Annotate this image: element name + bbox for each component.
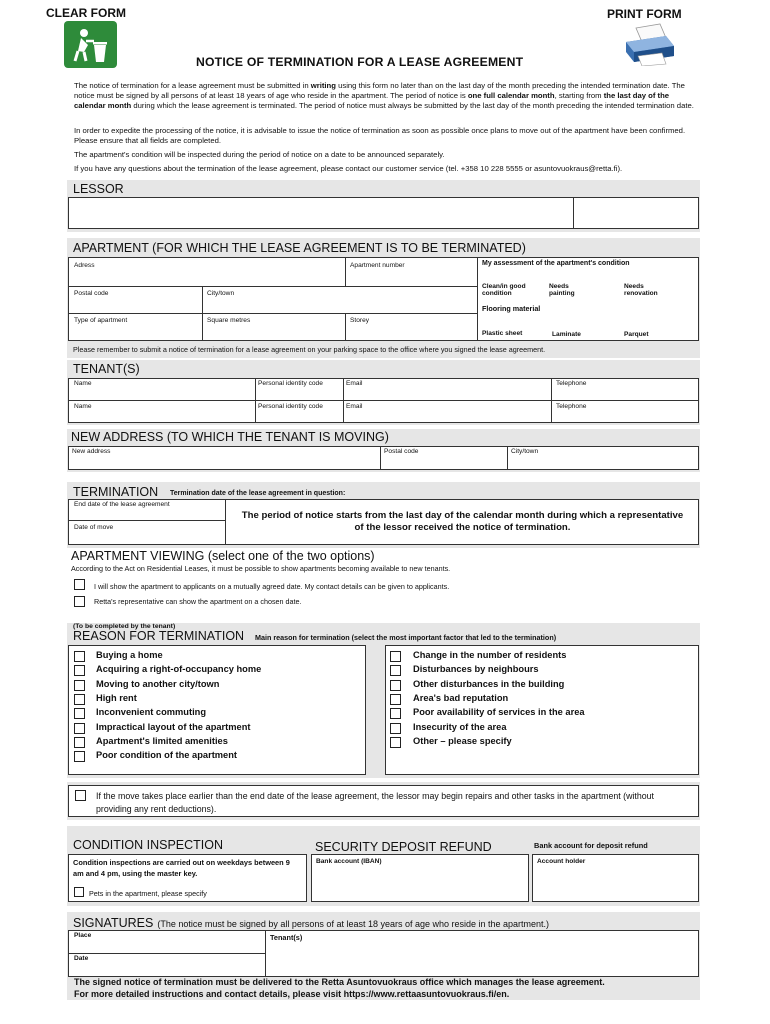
viewing-option-2-label: Retta's representative can show the apartment on a chosen date.: [94, 597, 302, 606]
reason-left-label-4: High rent: [96, 692, 137, 703]
intro-paragraph-2: In order to expedite the processing of the notice, it is advisable to issue the notice of termination as soon as possible once plans to move out of the apartment have been confirmed. Please ensure that all fields are completed.: [74, 126, 686, 145]
lessor-name-field[interactable]: [68, 197, 574, 229]
intro-paragraph-3: The apartment's condition will be inspected during the period of notice on a date to be announced separately.: [74, 150, 445, 159]
tenant1-email-label: Email: [346, 380, 363, 387]
viewing-option-2-checkbox[interactable]: [74, 596, 85, 607]
reason-heading: REASON FOR TERMINATION: [73, 629, 245, 643]
termination-heading: TERMINATION: [73, 485, 159, 499]
reason-right-checkbox-4[interactable]: [390, 694, 401, 705]
tenant2-pic-label: Personal identity code: [258, 403, 323, 410]
reason-left-checkbox-8[interactable]: [74, 751, 85, 762]
deposit-heading: SECURITY DEPOSIT REFUND: [315, 840, 492, 854]
inspection-heading: CONDITION INSPECTION: [73, 838, 224, 852]
reason-left-checkbox-2[interactable]: [74, 665, 85, 676]
reason-left-checkbox-4[interactable]: [74, 694, 85, 705]
bank-account-heading: Bank account for deposit refund: [534, 841, 648, 850]
reason-right-label-6: Insecurity of the area: [413, 721, 507, 732]
reason-right-checkbox-3[interactable]: [390, 680, 401, 691]
reason-right-checkbox-6[interactable]: [390, 723, 401, 734]
account-holder-label: Account holder: [537, 858, 586, 865]
early-move-text: If the move takes place earlier than the end date of the lease agreement, the lessor may begin repairs and other tasks in the apartment (without providing any rent deductions).: [96, 791, 654, 814]
reason-left-checkbox-6[interactable]: [74, 723, 85, 734]
tenant2-email-label: Email: [346, 403, 363, 410]
city-label: City/town: [207, 290, 235, 297]
reason-left-checkbox-1[interactable]: [74, 651, 85, 662]
tenant2-name-label: Name: [74, 403, 92, 410]
reason-left-label-5: Inconvenient commuting: [96, 707, 207, 718]
clear-form-button[interactable]: CLEAR FORM: [46, 6, 126, 20]
tenant1-phone-label: Telephone: [556, 380, 587, 387]
trash-icon[interactable]: [64, 21, 117, 68]
move-date-label: Date of move: [74, 524, 114, 531]
termination-subheading: Termination date of the lease agreement in question:: [170, 490, 346, 497]
notice-period-text: The period of notice starts from the last day of the calendar month during which a representative of the lessor received the notice of termination.: [241, 510, 684, 533]
tenant1-name-label: Name: [74, 380, 92, 387]
apartment-type-label: Type of apartment: [74, 317, 128, 324]
new-city-label: City/town: [511, 448, 539, 455]
viewing-note: According to the Act on Residential Leases, it must be possible to show apartments becoming available to new tenants.: [71, 564, 451, 573]
end-date-label: End date of the lease agreement: [74, 501, 170, 508]
needs-renovation-option[interactable]: Needs renovation: [624, 283, 658, 297]
postal-code-label: Postal code: [74, 290, 109, 297]
inspection-text: Condition inspections are carried out on weekdays between 9 am and 4 pm, using the master key.: [73, 858, 290, 878]
viewing-option-1-checkbox[interactable]: [74, 579, 85, 590]
signatures-header: SIGNATURES (The notice must be signed by all persons of at least 18 years of age who reside in the apartment.): [73, 916, 550, 930]
iban-label: Bank account (IBAN): [316, 858, 382, 865]
reason-left-label-6: Impractical layout of the apartment: [96, 721, 251, 732]
tenants-heading: TENANT(S): [73, 362, 140, 376]
reason-left-label-2: Acquiring a right-of-occupancy home: [96, 664, 262, 675]
reason-right-label-4: Area's bad reputation: [413, 692, 509, 703]
reason-left-label-3: Moving to another city/town: [96, 678, 220, 689]
condition-assessment-box: [477, 257, 699, 341]
flooring-label: Flooring material: [482, 304, 541, 313]
clean-option[interactable]: Clean/in good condition: [482, 283, 526, 297]
apartment-heading: APARTMENT (FOR WHICH THE LEASE AGREEMENT IS TO BE TERMINATED): [73, 241, 526, 255]
page-title: NOTICE OF TERMINATION FOR A LEASE AGREEMENT: [196, 55, 524, 69]
assessment-label: My assessment of the apartment's condition: [482, 260, 630, 267]
intro-paragraph-4: If you have any questions about the termination of the lease agreement, please contact our customer service (tel. +358 10 228 5555 or asuntovuokraus@retta.fi).: [74, 164, 623, 173]
reason-right-checkbox-1[interactable]: [390, 651, 401, 662]
apartment-fields-box: [68, 257, 478, 341]
reason-right-label-5: Poor availability of services in the area: [413, 707, 585, 718]
reason-left-checkbox-7[interactable]: [74, 737, 85, 748]
place-label: Place: [74, 932, 92, 939]
reason-right-label-2: Disturbances by neighbours: [413, 664, 539, 675]
reason-left-label-8: Poor condition of the apartment: [96, 750, 238, 761]
date-label: Date: [74, 955, 89, 962]
reason-subheading: Main reason for termination (select the most important factor that led to the termination): [255, 633, 557, 642]
new-address-heading: NEW ADDRESS (TO WHICH THE TENANT IS MOVING): [71, 430, 389, 444]
pets-label: Pets in the apartment, please specify: [89, 889, 207, 898]
lessor-id-field[interactable]: [573, 197, 699, 229]
tenant2-phone-label: Telephone: [556, 403, 587, 410]
reason-left-checkbox-5[interactable]: [74, 708, 85, 719]
footer-line-2: For more detailed instructions and contact details, please visit https://www.rettaasuntovuokraus.fi/en.: [74, 989, 510, 999]
footer-line-1: The signed notice of termination must be delivered to the Retta Asuntovuokraus office which manages the lease agreement.: [74, 977, 605, 987]
intro-paragraph-1: The notice of termination for a lease agreement must be submitted in writing using this form no later than on the last day of the month preceding the intended termination date. The notice must be signed by all persons of at least 18 years of age who reside in the apartment. The period of notice is one full calendar month, starting from the last day of the calendar month during which the lease agreement is terminated. The period of notice must always be submitted by the last day of the month preceding the intended termination date.: [74, 81, 694, 110]
pets-checkbox[interactable]: [74, 887, 84, 897]
reason-right-checkbox-5[interactable]: [390, 708, 401, 719]
new-postal-label: Postal code: [384, 448, 419, 455]
tenant-note: (To be completed by the tenant): [73, 623, 176, 630]
square-metres-label: Square metres: [207, 317, 251, 324]
printer-icon[interactable]: [622, 22, 678, 66]
plastic-sheet-option[interactable]: Plastic sheet: [482, 330, 523, 337]
print-form-button[interactable]: PRINT FORM: [607, 7, 682, 21]
apt-number-label: Apartment number: [350, 262, 405, 269]
lessor-heading: LESSOR: [73, 182, 124, 196]
viewing-heading: APARTMENT VIEWING (select one of the two options): [71, 549, 375, 563]
address-label: Adress: [74, 262, 95, 269]
reason-right-checkbox-7[interactable]: [390, 737, 401, 748]
parking-note: Please remember to submit a notice of termination for a lease agreement on your parking space to the office where you signed the lease agreement.: [73, 345, 546, 354]
reason-left-label-7: Apartment's limited amenities: [96, 735, 228, 746]
reason-right-label-7: Other – please specify: [413, 735, 512, 746]
early-move-checkbox[interactable]: [75, 790, 86, 801]
reason-right-label-3: Other disturbances in the building: [413, 678, 565, 689]
tenant1-pic-label: Personal identity code: [258, 380, 323, 387]
tenants-signature-label: Tenant(s): [270, 933, 303, 942]
viewing-option-1-label: I will show the apartment to applicants on a mutually agreed date. My contact details can be given to applicants.: [94, 582, 450, 591]
laminate-option[interactable]: Laminate: [552, 331, 581, 338]
reason-left-label-1: Buying a home: [96, 650, 163, 660]
reason-right-checkbox-2[interactable]: [390, 665, 401, 676]
reason-left-checkbox-3[interactable]: [74, 680, 85, 691]
storey-label: Storey: [350, 317, 370, 324]
reason-right-label-1: Change in the number of residents: [413, 650, 567, 660]
parquet-option[interactable]: Parquet: [624, 331, 649, 338]
new-address-label: New address: [72, 448, 111, 455]
needs-painting-option[interactable]: Needs painting: [549, 283, 575, 297]
